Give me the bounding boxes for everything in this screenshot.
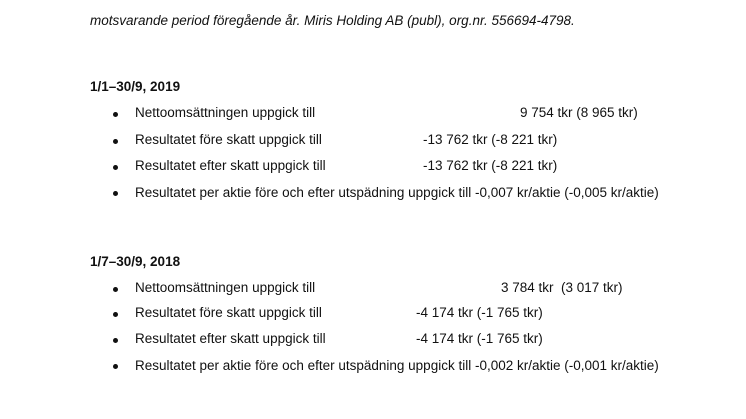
item-label: Resultatet före skatt uppgick till — [135, 132, 322, 147]
item-text: Resultatet per aktie före och efter utspädning uppgick till -0,002 kr/aktie (-0,001 kr/aktie) — [135, 358, 659, 373]
list-item — [113, 132, 733, 152]
item-text: Resultatet per aktie före och efter utspädning uppgick till -0,007 kr/aktie (-0,005 kr/aktie) — [135, 185, 659, 200]
item-value: -4 174 tkr (-1 765 tkr) — [416, 305, 543, 320]
bullet-dot — [113, 191, 118, 196]
item-value: -4 174 tkr (-1 765 tkr) — [416, 331, 543, 346]
bullet-dot — [113, 112, 118, 117]
list-item — [113, 331, 733, 351]
list-item — [113, 184, 733, 224]
bullet-dot — [113, 139, 118, 144]
item-label: Resultatet före skatt uppgick till — [135, 305, 322, 320]
bullet-dot — [113, 165, 118, 170]
intro-paragraph — [90, 0, 730, 30]
list-item — [113, 357, 733, 397]
item-label: Nettoomsättningen uppgick till — [135, 280, 316, 295]
section-heading-2019: 1/1–30/9, 2019 — [90, 79, 181, 94]
item-value: -13 762 tkr (-8 221 tkr) — [423, 158, 558, 173]
list-item — [113, 305, 733, 325]
item-value: -13 762 tkr (-8 221 tkr) — [423, 132, 558, 147]
bullet-dot — [113, 312, 118, 317]
bullet-dot — [113, 338, 118, 343]
list-item — [113, 280, 733, 300]
item-label: Resultatet efter skatt uppgick till — [135, 331, 326, 346]
intro-line: motsvarande period föregående år. Miris Holding AB (publ), org.nr. 556694-4798. — [90, 13, 575, 28]
item-label: Resultatet efter skatt uppgick till — [135, 158, 326, 173]
section-heading-2018: 1/7–30/9, 2018 — [90, 254, 181, 269]
item-value: 3 784 tkr (3 017 tkr) — [501, 280, 623, 295]
list-item — [113, 105, 733, 125]
bullet-dot — [113, 287, 118, 292]
intro-line-cut — [90, 0, 730, 11]
bullet-dot — [113, 364, 118, 369]
item-label: Nettoomsättningen uppgick till — [135, 105, 316, 120]
list-item — [113, 158, 733, 178]
item-value: 9 754 tkr (8 965 tkr) — [520, 105, 638, 120]
